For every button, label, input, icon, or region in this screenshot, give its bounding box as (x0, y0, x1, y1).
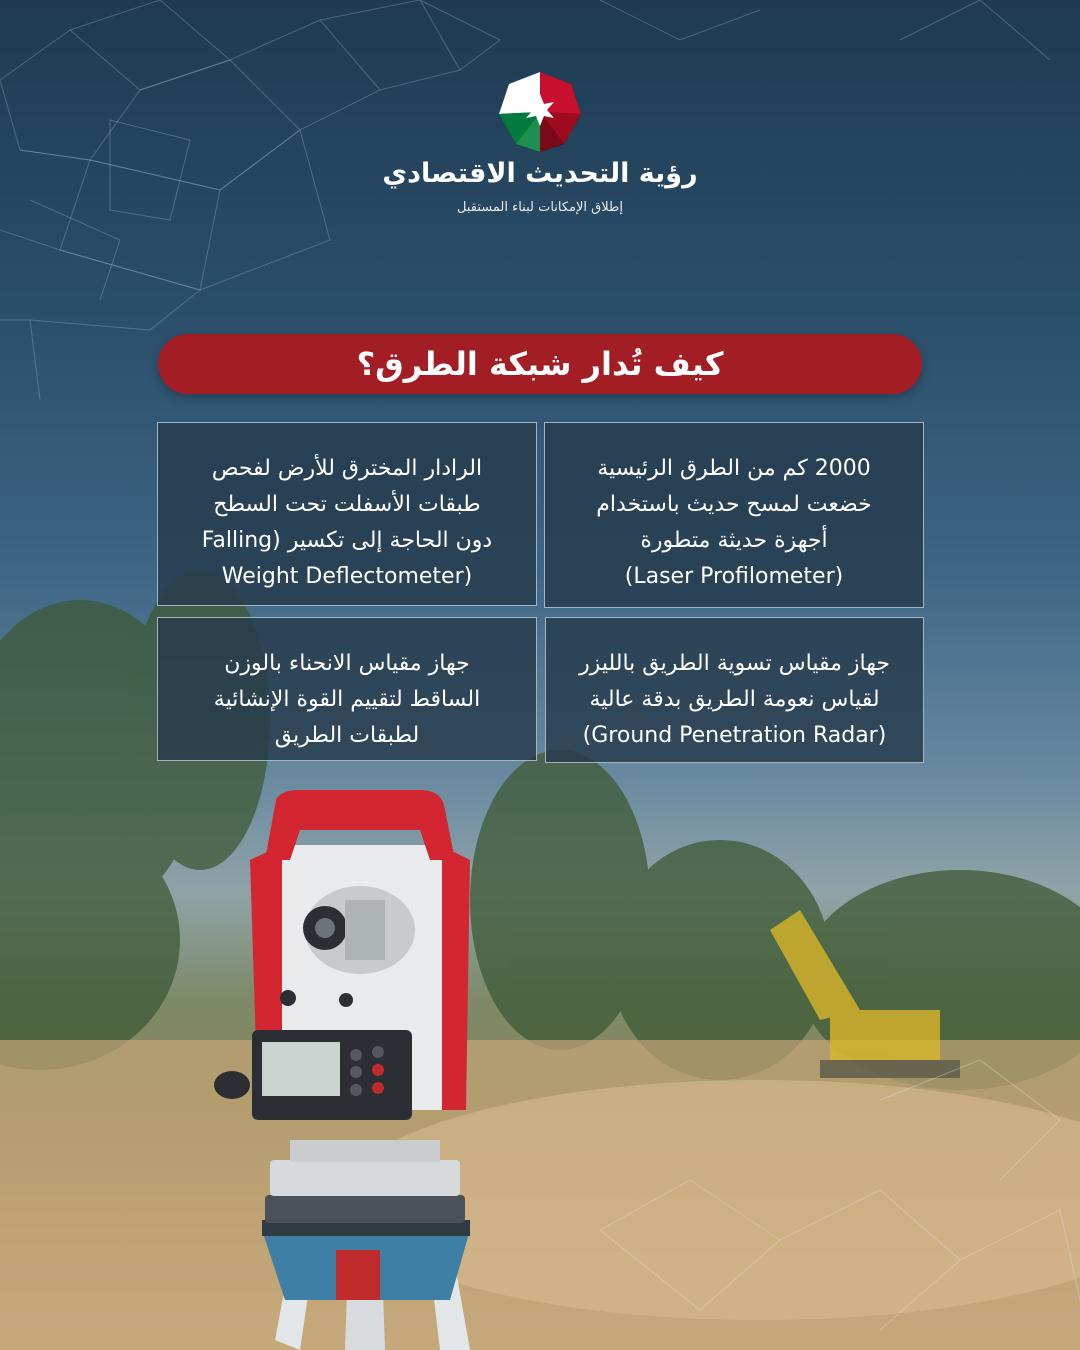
card-line: لطبقات الطريق (274, 723, 420, 748)
headline-text: كيف تُدار شبكة الطرق؟ (356, 345, 724, 383)
card-line: الرادار المخترق للأرض لفحص (211, 456, 483, 481)
brand-subtitle: إطلاق الإمكانات لبناء المستقبل (457, 200, 623, 215)
card-line: الساقط لتقييم القوة الإنشائية (213, 687, 481, 712)
card-line: طبقات الأسفلت تحت السطح (213, 492, 481, 517)
card-line: (Weight Deflectometer (221, 564, 473, 589)
card-line: (Laser Profilometer) (624, 564, 844, 589)
logo (498, 70, 582, 154)
brand-logo-icon (498, 70, 582, 154)
card-line: 2000 كم من الطرق الرئيسية (597, 456, 871, 481)
info-card-ground-radar (157, 422, 537, 606)
card-line: جهاز مقياس الانحناء بالوزن (224, 651, 470, 676)
brand-title: رؤية التحديث الاقتصادي (382, 158, 698, 189)
card-line: خضعت لمسح حديث باستخدام (596, 492, 872, 517)
info-card-deflectometer (157, 617, 537, 761)
info-card-laser-profilometer (544, 422, 924, 608)
info-card-laser-leveling (545, 617, 924, 763)
card-line: جهاز مقياس تسوية الطريق بالليزر (579, 651, 890, 676)
card-line: (Ground Penetration Radar) (582, 723, 887, 748)
headline-banner (158, 334, 922, 394)
card-line: دون الحاجة إلى تكسير (Falling (201, 528, 493, 553)
card-line: أجهزة حديثة متطورة (640, 528, 828, 553)
card-line: لقياس نعومة الطريق بدقة عالية (589, 687, 880, 712)
